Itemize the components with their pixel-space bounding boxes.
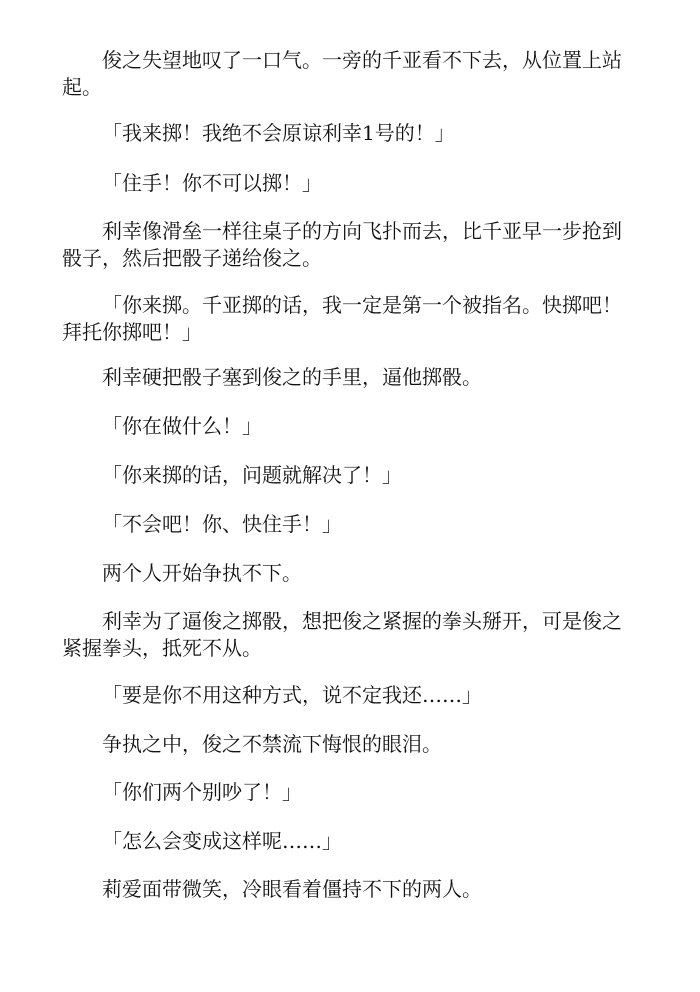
paragraph: 两个人开始争执不下。 — [102, 561, 302, 585]
paragraph: 「你们两个别吵了！」 — [102, 780, 302, 804]
paragraph: 利幸为了逼俊之掷骰，想把俊之紧握的拳头掰开，可是俊之紧握拳头，抵死不从。 — [62, 609, 622, 660]
paragraph: 利幸硬把骰子塞到俊之的手里，逼他掷骰。 — [102, 365, 482, 389]
paragraph: 「你来掷的话，问题就解决了！」 — [102, 463, 402, 487]
paragraph: 「住手！你不可以掷！」 — [102, 171, 322, 195]
paragraph: 「怎么会变成这样呢……」 — [102, 829, 342, 853]
paragraph: 「要是你不用这种方式，说不定我还……」 — [102, 683, 482, 707]
paragraph: 利幸像滑垒一样往桌子的方向飞扑而去，比千亚早一步抢到骰子，然后把骰子递给俊之。 — [62, 219, 622, 270]
paragraph: 「我来掷！我绝不会原谅利幸1号的！」 — [102, 121, 455, 145]
paragraph: 莉爱面带微笑，冷眼看着僵持不下的两人。 — [102, 877, 482, 901]
paragraph: 「你来掷。千亚掷的话，我一定是第一个被指名。快掷吧！拜托你掷吧！」 — [62, 293, 622, 344]
paragraph: 「你在做什么！」 — [102, 414, 262, 438]
paragraph: 争执之中，俊之不禁流下悔恨的眼泪。 — [102, 732, 442, 756]
paragraph: 「不会吧！你、快住手！」 — [102, 512, 342, 536]
paragraph: 俊之失望地叹了一口气。一旁的千亚看不下去，从位置上站起。 — [62, 48, 622, 99]
